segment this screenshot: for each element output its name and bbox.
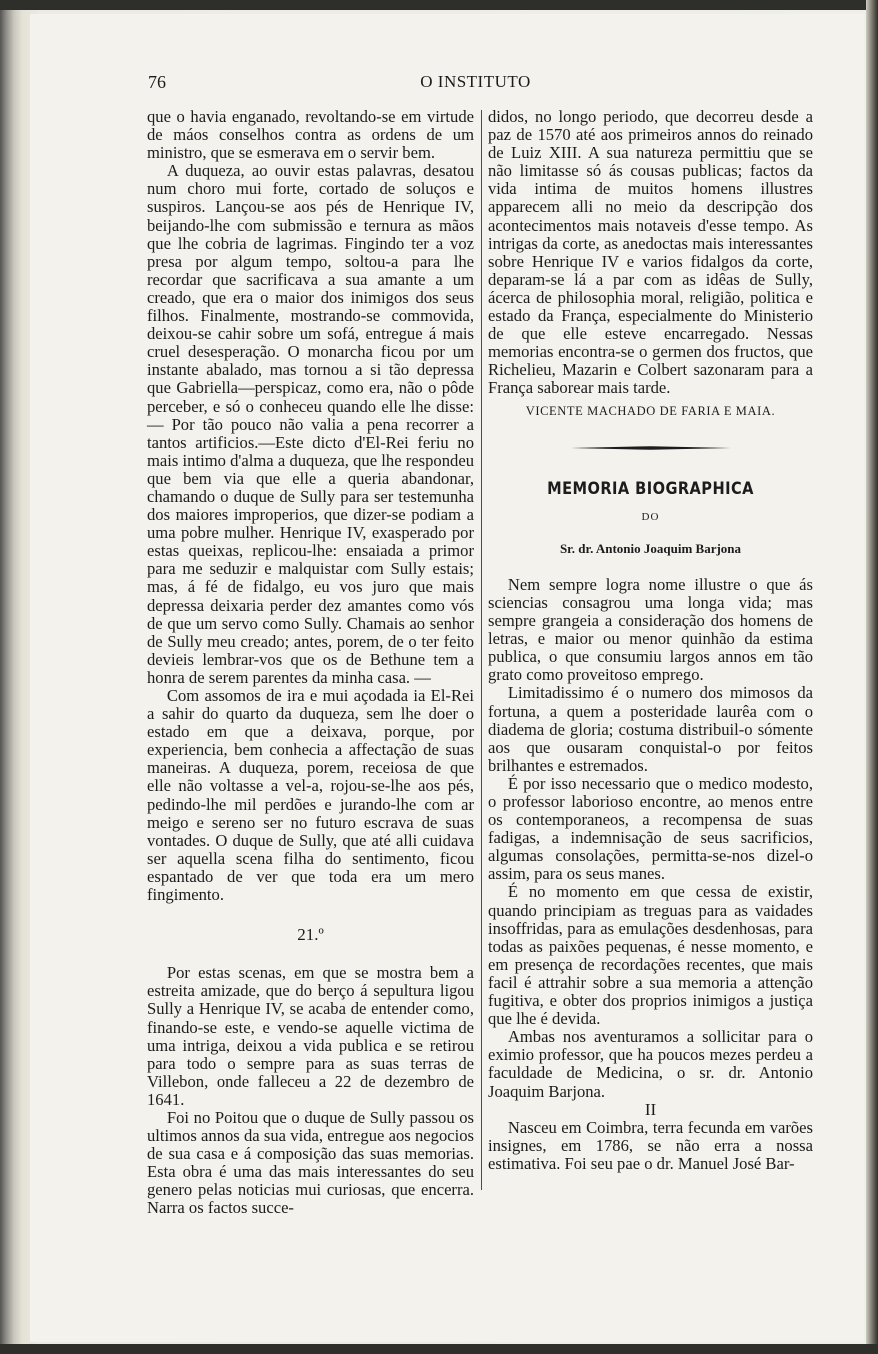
paragraph: Limitadissimo é o numero dos mimosos da fortuna, a quem a posteridade laurêa com o diadema de gloria; costuma distribuil-o sómente aos que ousaram conquistal-o por feitos brilhantes e estremados.	[488, 683, 813, 775]
paragraph: Com assomos de ira e mui açodada ia El-Rei a sahir do quarto da duqueza, sem lhe doer o estado em que a deixava, porque, por experiencia, bem conhecia a affectação de suas maneiras. A duqueza, porem, receiosa de que elle não voltasse a vel-a, rojou-se-lhe aos pés, pedindo-lhe mil perdões e jurando-lhe com ar meigo e sereno ser no futuro escrava de suas vontades. O duque de Sully, que até alli cuidava ser aquella scena filha do sentimento, ficou espantado de ver que toda era um mero fingimento.	[147, 686, 474, 905]
column-divider	[481, 110, 482, 1190]
subsection-number: II	[644, 1099, 657, 1119]
paragraph: A duqueza, ao ouvir estas palavras, desatou num choro mui forte, cortado de soluços e suspiros. Lançou-se aos pés de Henrique IV, beijando-lhe com submissão e ternura as mãos que lhe cobria de lagrimas. Fingindo ter a voz presa por algum tempo, soltou-a para lhe recordar que sacrificava a sua amante a um creado, que era o maior dos inimigos dos seus filhos. Finalmente, mostrando-se commovida, deixou-se cahir sobre um sofá, entregue á mais cruel desesperação. O monarcha ficou por um instante abalado, mas tornou a si tão depressa que Gabriella—perspicaz, como era, não o pôde perceber, e só o conheceu quando elle lhe disse: — Por tão pouco não valia a pena recorrer a tantos artificios.—Este dicto d'El-Rei feriu no mais intimo d'alma a duqueza, que lhe respondeu que bem via que elle a queria abandonar, chamando o duque de Sully para ser testemunha dos maiores improperios, que dizer-se podiam a uma pobre mulher. Henrique IV, exasperado por estas queixas, replicou-lhe: ensaiada a primor para me seduzir e malquistar com Sully estais; mas, á fé de fidalgo, eu vos juro que mais depressa deixaria perder dez amantes como vós de que um servo como Sully. Chamais ao senhor de Sully meu creado; antes, porem, de o ter feito devieis lembrar-vos que os de Bethune tem a honra de serem parentes da minha casa. —	[147, 161, 474, 687]
page-header	[148, 72, 803, 94]
author-signature: VICENTE MACHADO DE FARIA E MAIA.	[525, 403, 776, 418]
article-subject: Sr. dr. Antonio Joaquim Barjona	[559, 540, 742, 556]
paragraph: Por estas scenas, em que se mostra bem a estreita amizade, que do berço á sepultura ligou Sully a Henrique IV, se acaba de entender como, finando-se este, e vendo-se aquelle victima de uma intriga, deixou a vida publica e se retirou para todo o sempre para as suas terras de Villebon, onde falleceu a 22 de dezembro de 1641.	[147, 963, 474, 1109]
running-title: O INSTITUTO	[420, 72, 531, 91]
page-number: 76	[148, 72, 166, 92]
paragraph: Nem sempre logra nome illustre o que ás sciencias consagrou uma longa vida; mas sempre grangeia a consideração dos homens de letras, e maior ou menor quinhão da estima publica, o que consumiu largos annos em tão grato como proveitoso emprego.	[488, 574, 813, 685]
paragraph: É por isso necessario que o medico modesto, o professor laborioso encontre, ao menos entre os contemporaneos, a recompensa de suas fadigas, a indemnisação de seus sacrificios, algumas consolações, permitta-se-nos dizel-o assim, para os seus manes.	[488, 773, 813, 884]
paragraph: Ambas nos aventuramos a sollicitar para o eximio professor, que ha poucos mezes perdeu a faculdade de Medicina, o sr. dr. Antonio Joaquim Barjona.	[488, 1027, 813, 1101]
article-preposition: DO	[641, 510, 660, 523]
section-number: 21.º	[297, 925, 324, 945]
paragraph: É no momento em que cessa de existir, quando principiam as treguas para as vaidades insoffridas, para as emulações desdenhosas, para todas as paixões pequenas, é nesse momento, e em presença de recordações recentes, que mais facil é attrahir sobre a sua memoria a attenção fugitiva, e obter dos proprios inimigos a justiça que lhe é devida.	[488, 882, 813, 1029]
left-column	[147, 108, 474, 1218]
paragraph: didos, no longo periodo, que decorreu desde a paz de 1570 até aos primeiros annos do reinado de Luiz XIII. A sua natureza permittiu que se não limitasse só ás cousas publicas; factos da vida intima de muitos homens illustres apparecem alli no meio da descripção dos acontecimentos mais notaveis d'esse tempo. As intrigas da corte, as anedoctas mais interessantes sobre Henrique IV e varios fidalgos da corte, deparam-se lá a par com as idêas de Sully, ácerca de philosophia moral, religião, politica e estado da França, especialmente do Ministerio de que elle esteve encarregado. Nessas memorias encontra-se o germen dos fructos, que Richelieu, Mazarin e Colbert sazonaram para a França saborear mais tarde.	[488, 107, 813, 398]
scan-top-edge	[0, 0, 878, 10]
ornamental-rule	[571, 444, 731, 452]
article-title: MEMORIA BIOGRAPHICA	[547, 478, 754, 499]
paragraph: que o havia enganado, revoltando-se em virtude de máos conselhos contra as ordens de um ministro, que se esmerava em o servir bem.	[147, 107, 474, 163]
scan-right-edge	[866, 0, 878, 1354]
paragraph: Nasceu em Coimbra, terra fecunda em varões insignes, em 1786, se não erra a nossa estimativa. Foi seu pae o dr. Manuel José Bar-	[488, 1117, 813, 1173]
paragraph: Foi no Poitou que o duque de Sully passou os ultimos annos da sua vida, entregue aos negocios de sua casa e á composição das suas memorias. Esta obra é uma das mais interessantes do seu genero pelas noticias mui curiosas, que encerra. Narra os factos succe-	[147, 1107, 474, 1218]
right-column	[488, 108, 813, 1173]
scan-bottom-edge	[0, 1344, 878, 1354]
